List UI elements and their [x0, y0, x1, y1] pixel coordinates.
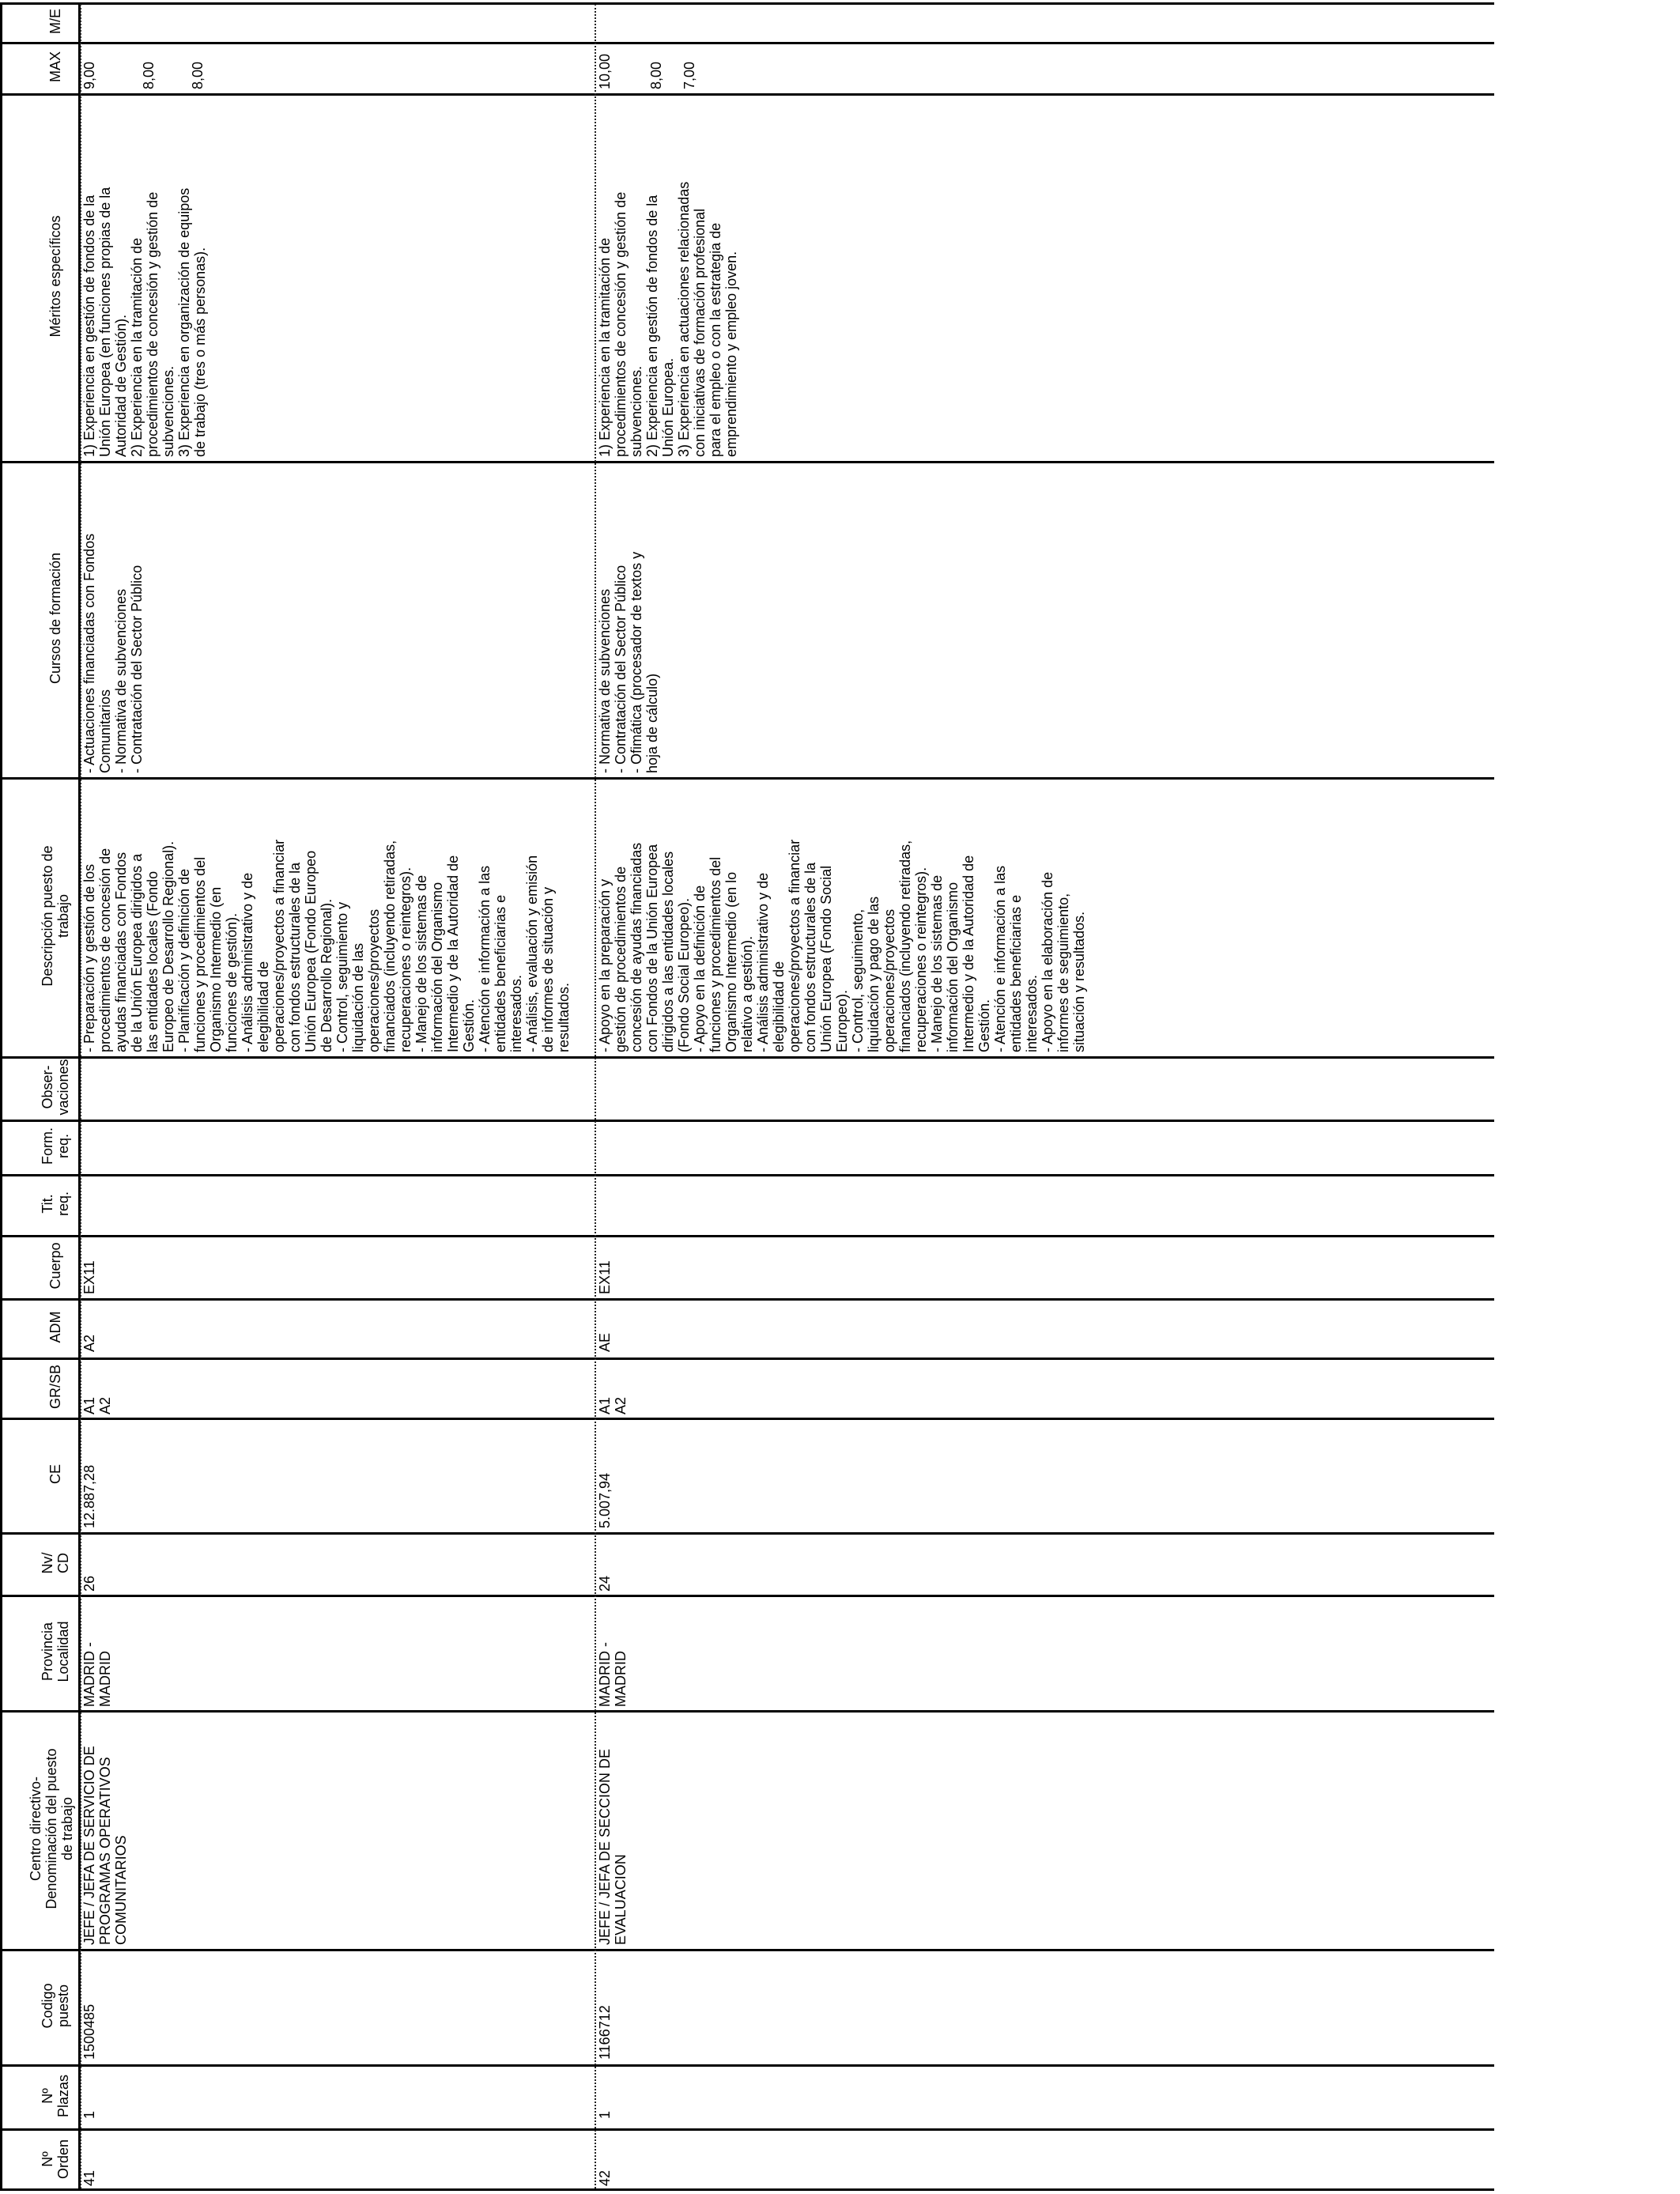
- rule-bottom: [0, 2188, 1494, 2191]
- row42-codigo: 1166712: [597, 2005, 613, 2060]
- rule-max-meritos: [0, 93, 1494, 96]
- header-meritos: Méritos específicos: [47, 215, 63, 338]
- row41-provincia: MADRID - MADRID: [81, 1642, 113, 1707]
- row42-orden: 42: [597, 2169, 613, 2186]
- row42-cuerpo: EX11: [597, 1260, 613, 1294]
- row42-nivel: 24: [597, 1575, 613, 1592]
- header-provincia: Provincia Localidad: [40, 1621, 71, 1682]
- rule-left: [0, 2, 2, 2191]
- row42-centro: JEFE / JEFA DE SECCION DE EVALUACION: [597, 1748, 629, 1945]
- row42-plazas: 1: [597, 2110, 613, 2119]
- row42-grupo: A1 A2: [597, 1396, 629, 1414]
- rule-meritos-cursos: [0, 461, 1494, 463]
- header-codigo: Codigo puesto: [40, 1983, 71, 2029]
- header-nivel: Nv/ CD: [40, 1552, 71, 1574]
- row42-max-2: 8,00: [648, 61, 664, 89]
- header-ce: CE: [47, 1464, 63, 1485]
- rule-adm-gr: [0, 1358, 1494, 1360]
- row42-max-3: 7,00: [681, 61, 697, 89]
- row41-ce: 12.887,28: [81, 1464, 97, 1528]
- header-observaciones: Obser- vaciones: [40, 1059, 71, 1116]
- row-separator-42: [595, 4, 596, 2188]
- row41-orden: 41: [81, 2169, 97, 2186]
- row42-cursos: - Normativa de subvenciones - Contratación del Sector Público - Ofimática (procesador de textos y hoja de cálculo): [597, 551, 660, 773]
- rule-me-max: [0, 42, 1494, 44]
- rule-plazas-orden: [0, 2128, 1494, 2131]
- rule-top: [0, 2, 1494, 5]
- row41-max-3: 8,00: [190, 61, 206, 89]
- row41-centro: JEFE / JEFA DE SERVICIO DE PROGRAMAS OPERATIVOS COMUNITARIOS: [81, 1746, 129, 1945]
- rule-gr-ce: [0, 1418, 1494, 1420]
- row41-grupo: A1 A2: [81, 1396, 113, 1414]
- rule-nv-prov: [0, 1595, 1494, 1597]
- rule-desc-obs: [0, 1056, 1494, 1059]
- header-me: M/E: [47, 9, 63, 35]
- row41-descripcion: - Preparación y gestión de los procedimientos de concesión de ayudas financiadas con Fondos de la Unión Europea dirigidos a las entidades locales (Fondo Europeo de Desarrollo Regional). - Planificación y definición de funciones y procedimientos del Organismo Intermedio (en funciones de gestión). - Análisis administrativo y de elegibilidad de operaciones/proyectos a financiar con fondos estructurales de la Unión Europea (Fondo Europeo de Desarrollo Regional). - Control, seguimiento y liquidación de las operaciones/proyectos financiados (incluyendo retiradas, recuperaciones o reintegros). - Manejo de los sistemas de información del Organismo Intermedio y de la Autoridad de Gestión. - Atención e información a las entidades beneficiarias e interesados. - Análisis, evaluación y emisión de informes de situación y resultados.: [81, 839, 572, 1052]
- row41-cuerpo: EX11: [81, 1260, 97, 1294]
- row41-max-2: 8,00: [141, 61, 157, 89]
- row42-ce: 5.007,94: [597, 1472, 613, 1528]
- rule-centro-codigo: [0, 1949, 1494, 1951]
- row41-nivel: 26: [81, 1575, 97, 1592]
- row41-cursos: - Actuaciones financiadas con Fondos Comunitarios - Normativa de subvenciones - Contratación del Sector Público: [81, 533, 145, 773]
- row42-meritos: 1) Experiencia en la tramitación de procedimientos de concesión y gestión de subvenciones. 2) Experiencia en gestión de fondos de la Unión Europea. 3) Experiencia en actuaciones relacionadas con iniciativas de formación profesional para el empleo o con la estrategia de emprendimiento y empleo joven.: [597, 181, 739, 457]
- row41-max-1: 9,00: [81, 61, 97, 89]
- header-formacion: Form. req.: [40, 1127, 71, 1165]
- row41-meritos: 1) Experiencia en gestión de fondos de la Unión Europea (en funciones propias de la Autoridad de Gestión). 2) Experiencia en la tramitación de procedimientos de concesión y gestión de subvenciones. 3) Experiencia en organización de equipos de trabajo (tres o más personas).: [81, 187, 208, 457]
- header-cuerpo: Cuerpo: [47, 1242, 63, 1290]
- row42-provincia: MADRID - MADRID: [597, 1642, 629, 1707]
- rule-ce-nv: [0, 1532, 1494, 1535]
- row41-adm: A2: [81, 1334, 97, 1352]
- row42-max-1: 10,00: [597, 53, 613, 89]
- rule-tit-cuerpo: [0, 1235, 1494, 1237]
- header-descripcion: Descripción puesto de trabajo: [40, 845, 71, 987]
- header-orden: Nº Orden: [40, 2139, 71, 2180]
- row42-descripcion: - Apoyo en la preparación y gestión de procedimientos de concesión de ayudas financiadas con Fondos de la Unión Europea dirigidos a las entidades locales (Fondo Social Europeo). - Apoyo en la definición de funciones y procedimientos del Organismo Intermedio (en lo relativo a gestión). - Análisis administrativo y de elegibilidad de operaciones/proyectos a financiar con fondos estructurales de la Unión Europea (Fondo Social Europeo). - Control, seguimiento, liquidación y pago de las operaciones/proyectos financiados (incluyendo retiradas, recuperaciones o reintegros). - Manejo de los sistemas de información del Organismo Intermedio y de la Autoridad de Gestión. - Atención e información a las entidades beneficiarias e interesados. - Apoyo en la elaboración de informes de seguimiento, situación y resultados.: [597, 839, 1087, 1052]
- header-titulacion: Tit. req.: [40, 1191, 71, 1217]
- rule-codigo-plazas: [0, 2064, 1494, 2067]
- rule-cuerpo-adm: [0, 1298, 1494, 1301]
- header-plazas: Nº Plazas: [40, 2074, 71, 2118]
- row41-codigo: 1500485: [81, 2003, 97, 2060]
- rule-form-tit: [0, 1174, 1494, 1176]
- row42-adm: AE: [597, 1332, 613, 1352]
- rule-prov-centro: [0, 1710, 1494, 1713]
- header-max: MAX: [47, 51, 63, 83]
- header-adm: ADM: [47, 1311, 63, 1343]
- header-grupo: GR/SB: [47, 1365, 63, 1410]
- row41-plazas: 1: [81, 2110, 97, 2119]
- header-cursos: Cursos de formación: [47, 552, 63, 685]
- rule-obs-form: [0, 1120, 1494, 1122]
- header-centro: Centro directivo- Denominación del puesto de trabajo: [28, 1748, 75, 1909]
